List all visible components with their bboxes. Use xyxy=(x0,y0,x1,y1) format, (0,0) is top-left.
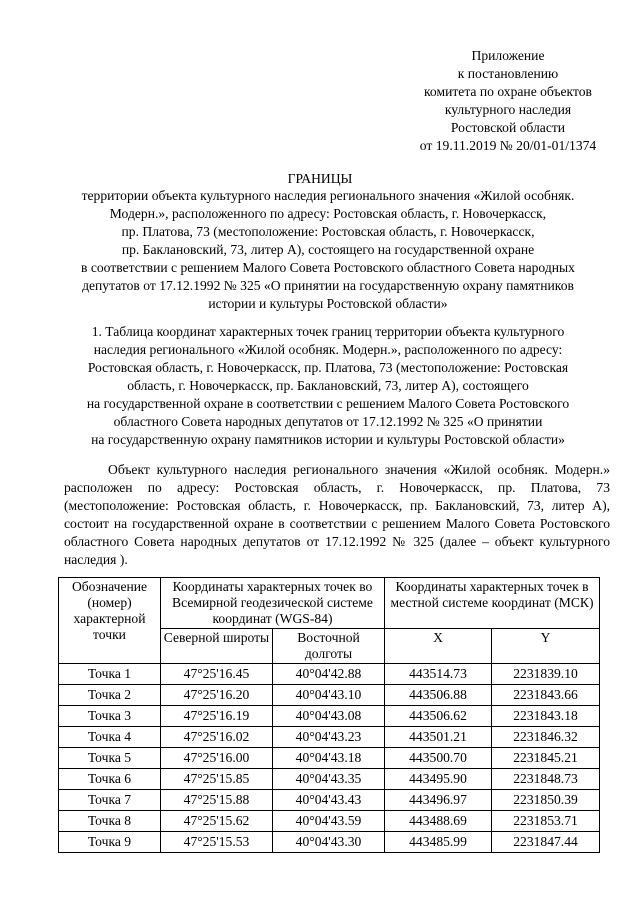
cell-lon: 40°04'43.23 xyxy=(273,727,385,748)
section-line: 1. Таблица координат характерных точек границ территории объекта культурного xyxy=(91,324,565,339)
section-heading xyxy=(48,323,608,449)
subtitle-line: депутатов от 17.12.1992 № 325 «О принятии на государственную охрану памятников xyxy=(82,278,574,293)
header-y: Y xyxy=(492,629,600,664)
table-row xyxy=(59,706,600,727)
cell-x: 443514.73 xyxy=(385,664,492,685)
document-title: ГРАНИЦЫ xyxy=(287,171,353,186)
cell-y: 2231848.73 xyxy=(492,769,600,790)
appendix-line: к постановлению xyxy=(457,66,559,81)
cell-lon: 40°04'43.43 xyxy=(273,790,385,811)
appendix-line: Приложение xyxy=(471,48,545,63)
cell-y: 2231847.44 xyxy=(492,832,600,853)
table-row xyxy=(59,769,600,790)
appendix-block xyxy=(400,47,616,155)
section-line: наследия регионального «Жилой особняк. Модерн.», расположенного по адресу: xyxy=(93,342,563,357)
cell-lon: 40°04'43.18 xyxy=(273,748,385,769)
cell-lon: 40°04'43.08 xyxy=(273,706,385,727)
cell-x: 443506.62 xyxy=(385,706,492,727)
subtitle-line: пр. Платова, 73 (местоположение: Ростовская область, г. Новочеркасск, xyxy=(121,224,535,239)
cell-point: Точка 3 xyxy=(59,706,161,727)
cell-x: 443506.88 xyxy=(385,685,492,706)
subtitle-line: Модерн.», расположенного по адресу: Ростовская область, г. Новочеркасск, xyxy=(109,206,547,221)
cell-lon: 40°04'43.35 xyxy=(273,769,385,790)
cell-lat: 47°25'15.85 xyxy=(161,769,273,790)
appendix-line: Ростовской области xyxy=(450,120,566,135)
cell-point: Точка 6 xyxy=(59,769,161,790)
section-line: Ростовская область, г. Новочеркасск, пр. Платова, 73 (местоположение: Ростовская xyxy=(87,360,569,375)
table-row xyxy=(59,790,600,811)
cell-lat: 47°25'15.53 xyxy=(161,832,273,853)
subtitle-line: пр. Баклановский, 73, литер А), состоящего на государственной охране xyxy=(121,242,535,257)
section-line: областного Совета народных депутатов от 17.12.1992 № 325 «О принятии xyxy=(113,414,543,429)
cell-point: Точка 8 xyxy=(59,811,161,832)
subtitle-line: истории и культуры Ростовской области» xyxy=(208,296,448,311)
cell-lat: 47°25'16.02 xyxy=(161,727,273,748)
cell-lat: 47°25'16.19 xyxy=(161,706,273,727)
cell-point: Точка 7 xyxy=(59,790,161,811)
cell-y: 2231843.66 xyxy=(492,685,600,706)
subtitle-line: территории объекта культурного наследия регионального значения «Жилой особняк. xyxy=(81,188,575,203)
table-row xyxy=(59,832,600,853)
header-msk: Координаты характерных точек в местной системе координат (МСК) xyxy=(385,578,600,629)
document-subtitle xyxy=(48,187,608,313)
cell-lat: 47°25'16.20 xyxy=(161,685,273,706)
table-row xyxy=(59,748,600,769)
table-header-row xyxy=(59,578,600,629)
cell-x: 443500.70 xyxy=(385,748,492,769)
cell-lon: 40°04'43.59 xyxy=(273,811,385,832)
table-row xyxy=(59,664,600,685)
cell-lon: 40°04'43.10 xyxy=(273,685,385,706)
cell-point: Точка 1 xyxy=(59,664,161,685)
cell-x: 443485.99 xyxy=(385,832,492,853)
table-row xyxy=(59,685,600,706)
cell-lat: 47°25'15.62 xyxy=(161,811,273,832)
section-line: область, г. Новочеркасск, пр. Баклановский, 73, литер А), состоящего xyxy=(127,378,529,393)
cell-x: 443496.97 xyxy=(385,790,492,811)
cell-x: 443488.69 xyxy=(385,811,492,832)
cell-y: 2231853.71 xyxy=(492,811,600,832)
table-row xyxy=(59,727,600,748)
cell-lat: 47°25'16.00 xyxy=(161,748,273,769)
cell-y: 2231843.18 xyxy=(492,706,600,727)
cell-lon: 40°04'42.88 xyxy=(273,664,385,685)
cell-lat: 47°25'15.88 xyxy=(161,790,273,811)
header-north: Северной широты xyxy=(161,629,273,664)
body-paragraph: Объект культурного наследия регионального значения «Жилой особняк. Модерн.» расположен по адресу: Ростовская область, г. Новочеркасск, пр. Платова, 73 (местоположение: Ростовская область, г. Новочеркасск, пр. Баклановский, 73, литер А), состоит на государственной охране в соответствии с решением Малого Совета Ростовского областного Совета народных депутатов от 17.12.1992 № 325 (далее – объект культурного наследия ). xyxy=(64,462,610,567)
appendix-line: комитета по охране объектов xyxy=(424,84,592,99)
section-line: на государственной охране в соответствии с решением Малого Совета Ростовского xyxy=(86,396,570,411)
cell-point: Точка 9 xyxy=(59,832,161,853)
section-line: на государственную охрану памятников истории и культуры Ростовской области» xyxy=(91,432,565,447)
cell-lon: 40°04'43.30 xyxy=(273,832,385,853)
appendix-line: культурного наследия xyxy=(444,102,572,117)
cell-point: Точка 2 xyxy=(59,685,161,706)
subtitle-line: в соответствии с решением Малого Совета Ростовского областного Совета народных xyxy=(81,260,575,275)
table-row xyxy=(59,811,600,832)
header-wgs: Координаты характерных точек во Всемирной геодезической системе координат (WGS-84) xyxy=(161,578,385,629)
cell-x: 443495.90 xyxy=(385,769,492,790)
header-east: Восточной долготы xyxy=(273,629,385,664)
cell-lat: 47°25'16.45 xyxy=(161,664,273,685)
coordinates-table xyxy=(58,577,600,853)
cell-point: Точка 5 xyxy=(59,748,161,769)
header-designation: Обозначение (номер) характерной точки xyxy=(59,578,161,664)
header-x: X xyxy=(385,629,492,664)
cell-y: 2231845.21 xyxy=(492,748,600,769)
cell-y: 2231839.10 xyxy=(492,664,600,685)
cell-y: 2231846.32 xyxy=(492,727,600,748)
appendix-line: от 19.11.2019 № 20/01-01/1374 xyxy=(419,138,597,153)
cell-y: 2231850.39 xyxy=(492,790,600,811)
cell-x: 443501.21 xyxy=(385,727,492,748)
cell-point: Точка 4 xyxy=(59,727,161,748)
